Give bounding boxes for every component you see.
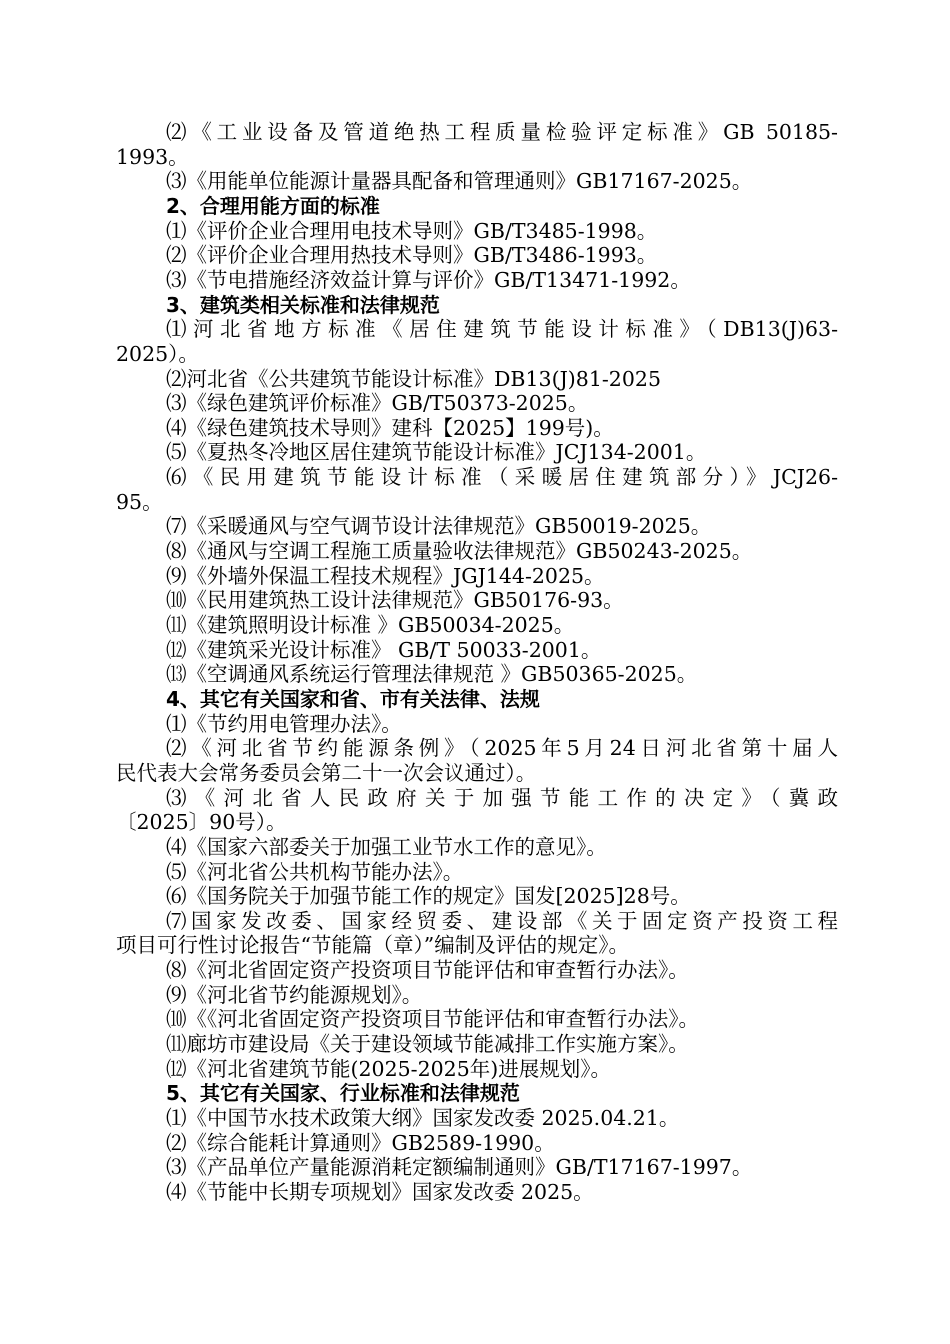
list-item: ⑷《节能中长期专项规划》国家发改委 2025。 (166, 1179, 594, 1204)
list-item: ⑹《民用建筑节能设计标准（采暖居住建筑部分）》JCJ26- (166, 465, 838, 490)
text-line-continuation: 〔2025〕90号）。 (116, 810, 287, 835)
text-line-continuation: 95。 (116, 489, 163, 514)
list-item: ⑶《产品单位产量能源消耗定额编制通则》GB/T17167-1997。 (166, 1155, 753, 1180)
list-item: ⑹《国务院关于加强节能工作的规定》国发[2025]28号。 (166, 884, 691, 909)
list-item: ⑴《评价企业合理用电技术导则》GB/T3485-1998。 (166, 218, 658, 243)
list-item: ⑴《节约用电管理办法》。 (166, 711, 402, 736)
list-item: ⑶《用能单位能源计量器具配备和管理通则》GB17167-2025。 (166, 169, 753, 194)
list-item: ⑽《《河北省固定资产投资项目节能评估和审查暂行办法》。 (166, 1007, 699, 1032)
list-item: ⑵《工业设备及管道绝热工程质量检验评定标准》GB 50185- (166, 120, 838, 144)
section-heading: 4、其它有关国家和省、市有关法律、法规 (166, 686, 540, 711)
list-item: ⑻《河北省固定资产投资项目节能评估和审查暂行办法》。 (166, 958, 689, 983)
section-heading: 3、建筑类相关标准和法律规范 (166, 292, 440, 317)
list-item: ⑵《河北省节约能源条例》（2025年5月24日河北省第十届人 (166, 736, 838, 761)
list-item: ⑴河北省地方标准《居住建筑节能设计标准》（DB13(J)63- (166, 317, 838, 342)
list-item: ⑼《河北省节约能源规划》。 (166, 982, 423, 1007)
list-item: ⑺《采暖通风与空气调节设计法律规范》GB50019-2025。 (166, 514, 712, 539)
list-item: ⑵《综合能耗计算通则》GB2589-1990。 (166, 1130, 555, 1155)
list-item: ⒀《空调通风系统运行管理法律规范 》GB50365-2025。 (166, 662, 698, 687)
list-item: ⑸《河北省公共机构节能办法》。 (166, 859, 464, 884)
text-line-continuation: 2025）。 (116, 341, 199, 366)
list-item: ⑵《评价企业合理用热技术导则》GB/T3486-1993。 (166, 243, 658, 268)
text-line-continuation: 项目可行性讨论报告“节能篇（章）”编制及评估的规定》。 (116, 933, 629, 958)
list-item: ⑺国家发改委、国家经贸委、建设部《关于固定资产投资工程 (166, 908, 838, 933)
list-item: ⑿《河北省建筑节能(2025-2025年)进展规划》。 (166, 1056, 612, 1081)
list-item: ⑸《夏热冬冷地区居住建筑节能设计标准》JCJ134-2001。 (166, 440, 707, 465)
list-item: ⑶《绿色建筑评价标准》GB/T50373-2025。 (166, 391, 589, 416)
list-item: ⑼《外墙外保温工程技术规程》JGJ144-2025。 (166, 563, 605, 588)
section-heading: 2、合理用能方面的标准 (166, 193, 380, 218)
list-item: ⑻《通风与空调工程施工质量验收法律规范》GB50243-2025。 (166, 539, 753, 564)
list-item: ⑷《国家六部委关于加强工业节水工作的意见》。 (166, 834, 607, 859)
text-line-continuation: 1993。 (116, 144, 189, 169)
list-item: ⑶《节电措施经济效益计算与评价》GB/T13471-1992。 (166, 267, 691, 292)
list-item: ⑶《河北省人民政府关于加强节能工作的决定》（冀政 (166, 785, 838, 810)
text-line-continuation: 民代表大会常务委员会第二十一次会议通过）。 (116, 760, 537, 785)
list-item: ⑾《建筑照明设计标准 》GB50034-2025。 (166, 613, 575, 637)
list-item: ⑿《建筑采光设计标准》 GB/T 50033-2001。 (166, 637, 602, 662)
list-item: ⑴《中国节水技术政策大纲》国家发改委 2025.04.21。 (166, 1106, 680, 1130)
list-item: ⑷《绿色建筑技术导则》建科【2025】199号)。 (166, 415, 614, 440)
list-item: ⑵河北省《公共建筑节能设计标准》DB13(J)81-2025 (166, 366, 661, 391)
section-heading: 5、其它有关国家、行业标准和法律规范 (166, 1081, 520, 1106)
list-item: ⑾廊坊市建设局《关于建设领域节能减排工作实施方案》。 (166, 1032, 689, 1057)
list-item: ⑽《民用建筑热工设计法律规范》GB50176-93。 (166, 588, 624, 613)
